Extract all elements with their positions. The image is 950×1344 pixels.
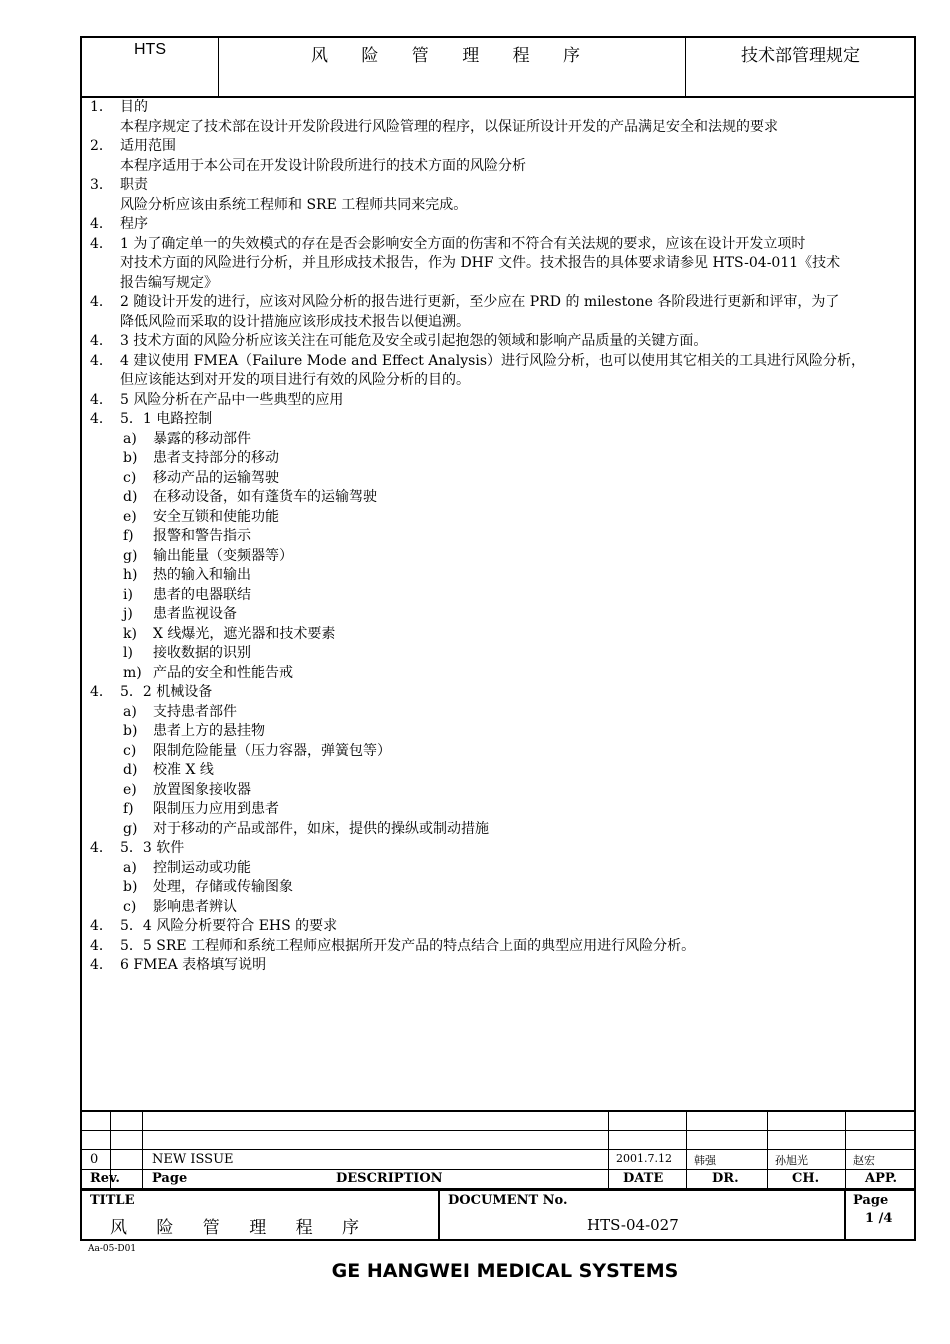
paragraph-line: 但应该能达到对开发的项目进行有效的风险分析的目的。 — [120, 372, 470, 388]
section-text: 5．3 软件 — [120, 840, 185, 856]
list-item — [90, 488, 915, 508]
section-heading — [90, 98, 915, 118]
list-item-text: 接收数据的识别 — [153, 645, 251, 661]
list-item-text: 放置图象接收器 — [153, 781, 251, 798]
document-header — [82, 38, 914, 98]
section-heading — [90, 332, 915, 352]
section-text: 6 FMEA 表格填写说明 — [120, 957, 267, 973]
description-header: DESCRIPTION — [336, 1171, 443, 1186]
section-number: 4． — [90, 216, 113, 232]
list-item-text: 安全互锁和使能功能 — [153, 508, 279, 525]
section-heading — [90, 683, 915, 703]
list-item — [90, 820, 915, 840]
list-item — [90, 781, 915, 801]
dr-value: 韩强 — [694, 1154, 716, 1167]
section-text: 5．1 电路控制 — [120, 411, 213, 427]
list-item — [90, 664, 915, 684]
list-item-label: c) — [123, 469, 137, 486]
section-text: 5．2 机械设备 — [120, 684, 213, 700]
section-heading — [90, 391, 915, 411]
document-number: HTS-04-027 — [587, 1216, 679, 1234]
title-value: 风 险 管 理 程 序 — [110, 1218, 372, 1238]
list-item — [90, 508, 915, 528]
list-item — [90, 625, 915, 645]
ch-value: 孙旭光 — [775, 1154, 808, 1167]
section-text: 2 随设计开发的进行，应该对风险分析的报告进行更新，至少应在 PRD 的 milestone 各阶段进行更新和评审，为了 — [120, 294, 840, 310]
list-item-text: 报警和警告指示 — [153, 528, 251, 544]
section-text: 1 为了确定单一的失效模式的存在是否会影响安全方面的伤害和不符合有关法规的要求，应该在设计开发立项时 — [120, 235, 806, 252]
section-heading — [90, 839, 915, 859]
document-body — [90, 98, 915, 976]
section-text: 目的 — [120, 99, 148, 115]
section-number: 4． — [90, 918, 113, 934]
list-item-text: 支持患者部件 — [153, 703, 237, 720]
list-item-text: 控制运动或功能 — [153, 859, 251, 876]
list-item — [90, 547, 915, 567]
list-item — [90, 605, 915, 625]
list-item-label: k) — [123, 625, 137, 642]
document-frame — [80, 36, 916, 1241]
list-item — [90, 469, 915, 489]
section-heading — [90, 137, 915, 157]
list-item-text: 影响患者辨认 — [153, 898, 237, 915]
list-item — [90, 644, 915, 664]
list-item — [90, 449, 915, 469]
list-item-label: i) — [123, 586, 133, 603]
list-item-label: b) — [123, 450, 138, 466]
section-number: 4． — [90, 333, 113, 349]
list-item — [90, 430, 915, 450]
list-item — [90, 742, 915, 762]
paragraph-line: 本程序适用于本公司在开发设计阶段所进行的技术方面的风险分析 — [120, 157, 526, 174]
paragraph-line: 降低风险而采取的设计措施应该形成技术报告以便追溯。 — [120, 313, 470, 330]
section-heading — [90, 215, 915, 235]
section-text: 5．5 SRE 工程师和系统工程师应根据所开发产品的特点结合上面的典型应用进行风险分析。 — [120, 937, 696, 954]
paragraph-line: 风险分析应该由系统工程师和 SRE 工程师共同来完成。 — [120, 196, 468, 213]
list-item-text: 患者的电器联结 — [153, 586, 251, 603]
description-value: NEW ISSUE — [152, 1152, 234, 1167]
list-item-label: h) — [123, 567, 138, 583]
list-item-label: g) — [123, 547, 138, 564]
document-title: 风 险 管 理 程 序 — [220, 38, 686, 96]
section-number: 4． — [90, 411, 113, 427]
list-item-text: 校准 X 线 — [153, 762, 214, 778]
rev-header: Rev. — [90, 1171, 120, 1186]
section-number: 4． — [90, 235, 113, 252]
page-number: 1 /4 — [865, 1211, 893, 1226]
section-number: 2． — [90, 138, 113, 154]
list-item — [90, 527, 915, 547]
revision-empty-row — [82, 1112, 914, 1131]
list-item-text: X 线爆光，遮光器和技术要素 — [153, 625, 336, 642]
list-item — [90, 586, 915, 606]
list-item-text: 限制危险能量（压力容器，弹簧包等） — [153, 742, 391, 759]
section-number: 1． — [90, 99, 113, 115]
list-item — [90, 722, 915, 742]
app-value: 赵宏 — [853, 1154, 875, 1167]
dr-header: DR. — [712, 1171, 739, 1186]
list-item-label: d) — [123, 489, 138, 505]
section-number: 4． — [90, 937, 113, 954]
section-number: 4． — [90, 294, 113, 310]
page-header: Page — [152, 1171, 188, 1186]
list-item-text: 患者支持部分的移动 — [153, 450, 279, 466]
section-heading — [90, 917, 915, 937]
list-item-text: 患者上方的悬挂物 — [153, 723, 265, 739]
list-item-text: 移动产品的运输驾驶 — [153, 469, 279, 486]
section-text: 程序 — [120, 216, 148, 232]
section-text: 适用范围 — [120, 138, 176, 154]
list-item-label: a) — [123, 703, 137, 720]
list-item-label: e) — [123, 508, 137, 525]
list-item-label: c) — [123, 898, 137, 915]
list-item-label: e) — [123, 781, 137, 798]
date-header: DATE — [623, 1171, 664, 1186]
title-label: TITLE — [90, 1193, 135, 1208]
paragraph-line: 对技术方面的风险进行分析，并且形成技术报告，作为 DHF 文件。技术报告的具体要求请参见 HTS-04-011《技术 — [120, 255, 841, 271]
list-item — [90, 761, 915, 781]
list-item-label: j) — [123, 606, 133, 622]
list-item — [90, 800, 915, 820]
revision-empty-row — [82, 1131, 914, 1150]
list-item — [90, 703, 915, 723]
document-number-label: DOCUMENT No. — [448, 1193, 568, 1208]
section-number: 4． — [90, 391, 113, 408]
section-text: 5．4 风险分析要符合 EHS 的要求 — [120, 918, 338, 934]
section-text: 3 技术方面的风险分析应该关注在可能危及安全或引起抱怨的领域和影响产品质量的关键方面。 — [120, 333, 708, 349]
section-heading — [90, 293, 915, 313]
list-item — [90, 878, 915, 898]
list-item-text: 处理，存储或传输图象 — [153, 879, 293, 895]
list-item — [90, 898, 915, 918]
section-text: 职责 — [120, 177, 148, 193]
list-item-label: g) — [123, 820, 138, 837]
list-item-text: 对于移动的产品或部件，如床，提供的操纵或制动措施 — [153, 820, 489, 837]
list-item-label: f) — [123, 528, 134, 544]
section-heading — [90, 410, 915, 430]
list-item-label: b) — [123, 723, 138, 739]
section-number: 4． — [90, 957, 113, 973]
list-item-text: 热的输入和输出 — [153, 567, 251, 583]
title-block — [82, 1189, 914, 1243]
ch-header: CH. — [792, 1171, 820, 1186]
section-text: 5 风险分析在产品中一些典型的应用 — [120, 391, 344, 408]
list-item-label: l) — [123, 645, 133, 661]
list-item-text: 产品的安全和性能告戒 — [153, 664, 293, 681]
section-heading — [90, 352, 915, 372]
form-code: Aa-05-D01 — [88, 1244, 137, 1254]
list-item — [90, 566, 915, 586]
section-heading — [90, 235, 915, 255]
list-item-label: a) — [123, 430, 137, 447]
document-category: 技术部管理规定 — [741, 46, 860, 66]
section-number: 3． — [90, 177, 113, 193]
revision-header-row — [82, 1170, 914, 1189]
paragraph-line: 本程序规定了技术部在设计开发阶段进行风险管理的程序，以保证所设计开发的产品满足安全和法规的要求 — [120, 118, 778, 135]
list-item-label: a) — [123, 859, 137, 876]
section-number: 4． — [90, 352, 113, 369]
section-heading — [90, 937, 915, 957]
app-header: APP. — [865, 1171, 898, 1186]
list-item-text: 患者监视设备 — [153, 606, 237, 622]
section-number: 4． — [90, 840, 113, 856]
list-item-text: 暴露的移动部件 — [153, 430, 251, 447]
section-heading — [90, 956, 915, 976]
rev-value: 0 — [90, 1152, 99, 1167]
date-value: 2001.7.12 — [616, 1152, 672, 1165]
list-item-text: 限制压力应用到患者 — [153, 801, 279, 817]
list-item — [90, 859, 915, 879]
list-item-label: b) — [123, 879, 138, 895]
section-text: 4 建议使用 FMEA（Failure Mode and Effect Analysis）进行风险分析，也可以使用其它相关的工具进行风险分析， — [120, 352, 866, 369]
company-code: HTS — [82, 38, 219, 96]
list-item-text: 输出能量（变频器等） — [153, 547, 293, 564]
page-label: Page — [853, 1193, 889, 1208]
company-name: GE HANGWEI MEDICAL SYSTEMS — [331, 1260, 679, 1282]
paragraph-line: 报告编写规定》 — [120, 274, 218, 291]
list-item-label: d) — [123, 762, 138, 778]
list-item-text: 在移动设备，如有蓬货车的运输驾驶 — [153, 489, 377, 505]
section-number: 4． — [90, 684, 113, 700]
list-item-label: f) — [123, 801, 134, 817]
list-item-label: m) — [123, 664, 142, 681]
section-heading — [90, 176, 915, 196]
revision-table — [82, 1110, 914, 1241]
list-item-label: c) — [123, 742, 137, 759]
